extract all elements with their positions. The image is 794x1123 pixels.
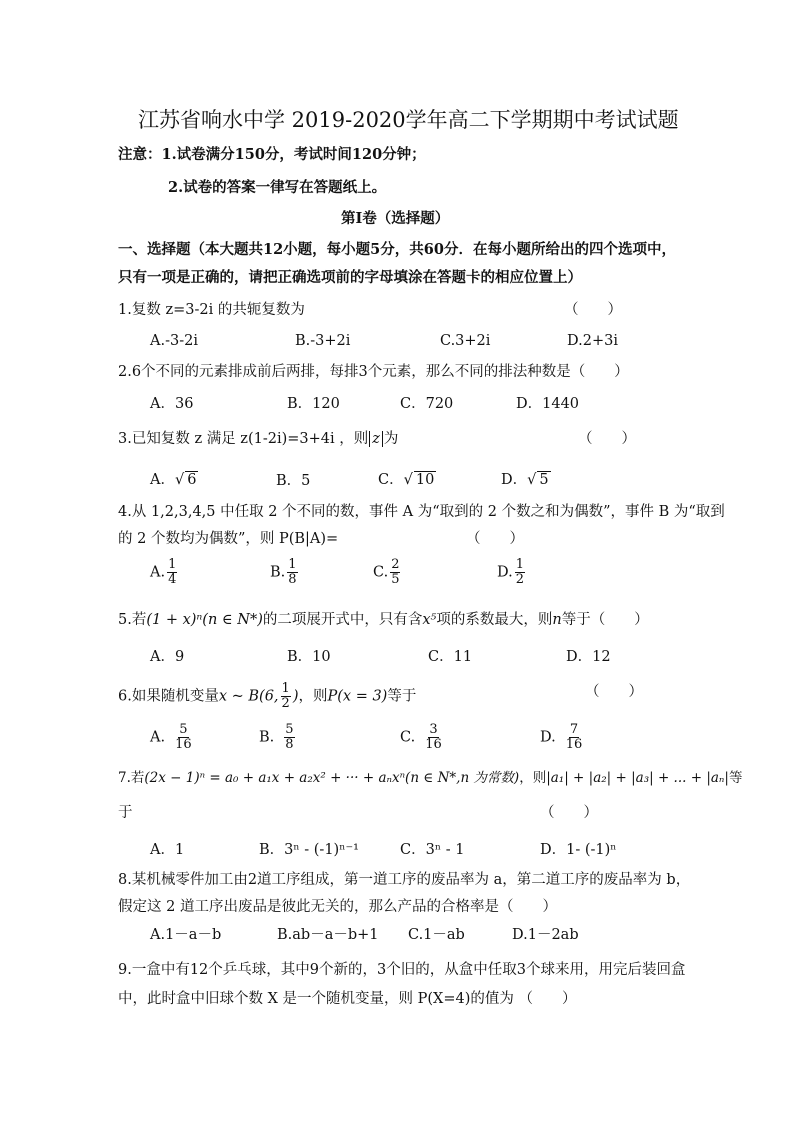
question-8-line-1: 8.某机械零件加工由2道工序组成，第一道工序的废品率为 a，第二道工序的废品率为 b， <box>118 872 691 888</box>
denominator: 8 <box>288 572 297 587</box>
question-7-line-2: 于 <box>118 805 133 821</box>
question-3-option-a <box>150 470 198 490</box>
numerator: 1 <box>281 681 290 696</box>
question-3-option-a-radicand: 6 <box>187 472 197 488</box>
question-5-option-b: B．10 <box>287 649 331 665</box>
denominator: 2 <box>281 696 290 711</box>
fraction <box>167 558 177 587</box>
question-6-option-c-label: C. <box>400 729 416 746</box>
question-9-line-2: 中，此时盒中旧球个数 X 是一个随机变量，则 P(X=4)的值为 （ ） <box>118 991 577 1007</box>
question-3-option-d-label: D． <box>501 472 528 488</box>
numerator: 7 <box>569 722 579 737</box>
part-instructions-line-2: 只有一项是正确的，请把正确选项前的字母填涂在答题卡的相应位置上） <box>118 269 582 286</box>
question-2-stem: 2.6个不同的元素排成前后两排，每排3个元素，那么不同的排法种数是（ ） <box>118 364 629 380</box>
question-3-modulus-z: z <box>372 431 380 447</box>
question-7-option-c: C．3ⁿ - 1 <box>400 842 465 858</box>
section-title: 第Ⅰ卷（选择题） <box>341 210 450 227</box>
question-7-option-d: D．1- (-1)ⁿ <box>540 842 617 858</box>
question-4-line-1: 4.从 1,2,3,4,5 中任取 2 个不同的数，事件 A 为“取到的 2 个数之和为偶数”，事件 B 为“取到 <box>118 504 725 520</box>
question-1-stem: 1.复数 z=3-2i 的共轭复数为 <box>118 302 305 318</box>
question-7-stem-c: 等 <box>728 770 743 786</box>
sqrt-sign: √ <box>403 472 413 488</box>
question-8-option-b: B.ab－a－b+1 <box>277 927 379 943</box>
question-6-probability: P(x = 3) <box>327 688 388 705</box>
question-4-option-b <box>270 558 300 587</box>
question-2-option-a: A．36 <box>150 396 194 412</box>
question-6-option-a <box>150 723 194 752</box>
question-6-option-c <box>400 723 444 752</box>
question-5-stem <box>118 610 649 630</box>
question-7-option-a: A．1 <box>150 842 185 858</box>
question-6-distribution: x ~ B(6, <box>218 688 279 705</box>
question-8-option-d: D.1－2ab <box>512 927 579 943</box>
denominator: 16 <box>425 737 442 752</box>
fraction <box>515 558 525 587</box>
part-instructions-line-1: 一、选择题（本大题共12小题，每小题5分，共60分．在每小题所给出的四个选项中， <box>118 241 676 258</box>
question-5-expression: (1 + x)ⁿ(n ∈ N*) <box>146 612 263 628</box>
question-2-option-c: C．720 <box>400 396 454 412</box>
numerator: 3 <box>429 722 438 737</box>
fraction <box>287 558 297 587</box>
question-5-stem-d: 等于（ ） <box>561 612 649 628</box>
question-3-option-c <box>378 470 436 490</box>
question-4-option-d <box>497 558 527 587</box>
notice-line-1: 注意：1.试卷满分150分，考试时间120分钟； <box>118 146 426 163</box>
question-3-answer-paren: （ ） <box>578 431 636 447</box>
question-4-line-2: 的 2 个数均为偶数”，则 P(B|A)= <box>118 531 339 547</box>
fraction <box>281 682 291 711</box>
question-3-stem-text: 3.已知复数 z 满足 z(1-2i)=3+4i ，则 <box>118 431 369 447</box>
question-6-close-paren: ) <box>292 688 299 705</box>
question-6-option-b <box>259 723 297 752</box>
question-3-option-a-label: A． <box>150 472 175 488</box>
fraction <box>175 723 192 752</box>
question-8-option-c: C.1－ab <box>408 927 465 943</box>
question-5-stem-c: 项的系数最大，则 <box>436 612 553 628</box>
denominator: 4 <box>168 572 177 587</box>
fraction <box>566 723 583 752</box>
denominator: 5 <box>391 572 400 587</box>
question-2-option-b: B．120 <box>287 396 340 412</box>
denominator: 16 <box>175 737 192 752</box>
question-6-option-a-label: A. <box>150 729 166 746</box>
question-7-stem-a: 7.若 <box>118 770 145 786</box>
numerator: 2 <box>391 557 400 572</box>
question-5-x5: x⁵ <box>422 612 437 628</box>
question-5-option-a: A．9 <box>150 649 185 665</box>
question-8-option-a: A.1－a－b <box>150 927 222 943</box>
question-5-n: n <box>552 612 562 628</box>
denominator: 8 <box>285 737 294 752</box>
numerator: 5 <box>179 722 188 737</box>
question-3-stem <box>118 429 398 449</box>
question-6-stem-c: 等于 <box>387 688 417 705</box>
question-3-option-d <box>501 470 551 490</box>
fraction <box>390 558 400 587</box>
question-6-option-b-label: B. <box>259 729 275 746</box>
question-7-abs-sum: |a₁| + |a₂| + |a₃| + ... + |aₙ| <box>546 770 729 786</box>
denominator: 2 <box>515 572 524 587</box>
question-4-option-a <box>150 558 179 587</box>
numerator: 1 <box>168 557 177 572</box>
sqrt-sign: √ <box>174 472 185 488</box>
fraction <box>284 723 294 752</box>
question-7-stem <box>118 768 742 788</box>
question-2-option-d: D．1440 <box>516 396 580 412</box>
question-5-stem-b: 的二项展开式中，只有含 <box>262 612 423 628</box>
question-6-stem <box>118 682 416 711</box>
question-4-option-d-label: D. <box>497 564 513 581</box>
question-4-option-c-label: C. <box>373 564 389 581</box>
question-7-stem-b: ，则 <box>519 770 547 786</box>
question-6-stem-b: ，则 <box>298 688 328 705</box>
sqrt-sign: √ <box>527 472 537 488</box>
question-6-stem-a: 6.如果随机变量 <box>118 688 219 705</box>
question-8-line-2: 假定这 2 道工序出废品是彼此无关的，那么产品的合格率是（ ） <box>118 899 557 915</box>
question-3-option-d-radicand: 5 <box>539 472 549 488</box>
question-1-answer-paren: （ ） <box>564 302 622 318</box>
numerator: 5 <box>285 722 294 737</box>
page-title: 江苏省响水中学 2019-2020学年高二下学期期中考试试题 <box>138 108 679 132</box>
numerator: 1 <box>288 557 297 572</box>
question-1-option-d: D.2+3i <box>567 333 618 349</box>
question-4-option-c <box>373 558 402 587</box>
question-1-option-b: B.-3+2i <box>295 333 351 349</box>
question-3-option-c-label: C． <box>378 472 404 488</box>
question-5-option-d: D．12 <box>566 649 611 665</box>
question-7-expansion: (2x − 1)ⁿ = a₀ + a₁x + a₂x² + ··· + aₙxⁿ(n ∈ N*,n 为常数) <box>144 770 520 786</box>
question-3-option-b: B．5 <box>276 473 311 489</box>
question-3-stem-tail: 为 <box>383 431 399 447</box>
fraction <box>425 723 442 752</box>
question-3-option-c-radicand: 10 <box>415 472 435 488</box>
question-1-option-a: A.-3-2i <box>150 333 198 349</box>
notice-line-2: 2.试卷的答案一律写在答题纸上。 <box>168 179 387 196</box>
question-7-answer-paren: （ ） <box>540 805 598 821</box>
question-6-answer-paren: （ ） <box>585 684 643 700</box>
question-6-option-d-label: D. <box>540 729 556 746</box>
question-3-modulus <box>369 431 383 447</box>
question-4-option-b-label: B. <box>270 564 286 581</box>
question-1-option-c: C.3+2i <box>440 333 491 349</box>
question-4-option-a-label: A. <box>150 564 166 581</box>
question-6-option-d <box>540 723 584 752</box>
question-7-option-b: B．3ⁿ - (-1)ⁿ⁻¹ <box>259 842 359 858</box>
question-5-stem-a: 5.若 <box>118 612 147 628</box>
denominator: 16 <box>565 737 583 752</box>
question-9-line-1: 9.一盒中有12个乒乓球，其中9个新的，3个旧的，从盒中任取3个球来用，用完后装回盒 <box>118 962 686 978</box>
question-5-option-c: C．11 <box>428 649 473 665</box>
numerator: 1 <box>515 557 524 572</box>
question-4-answer-paren: （ ） <box>466 531 524 547</box>
